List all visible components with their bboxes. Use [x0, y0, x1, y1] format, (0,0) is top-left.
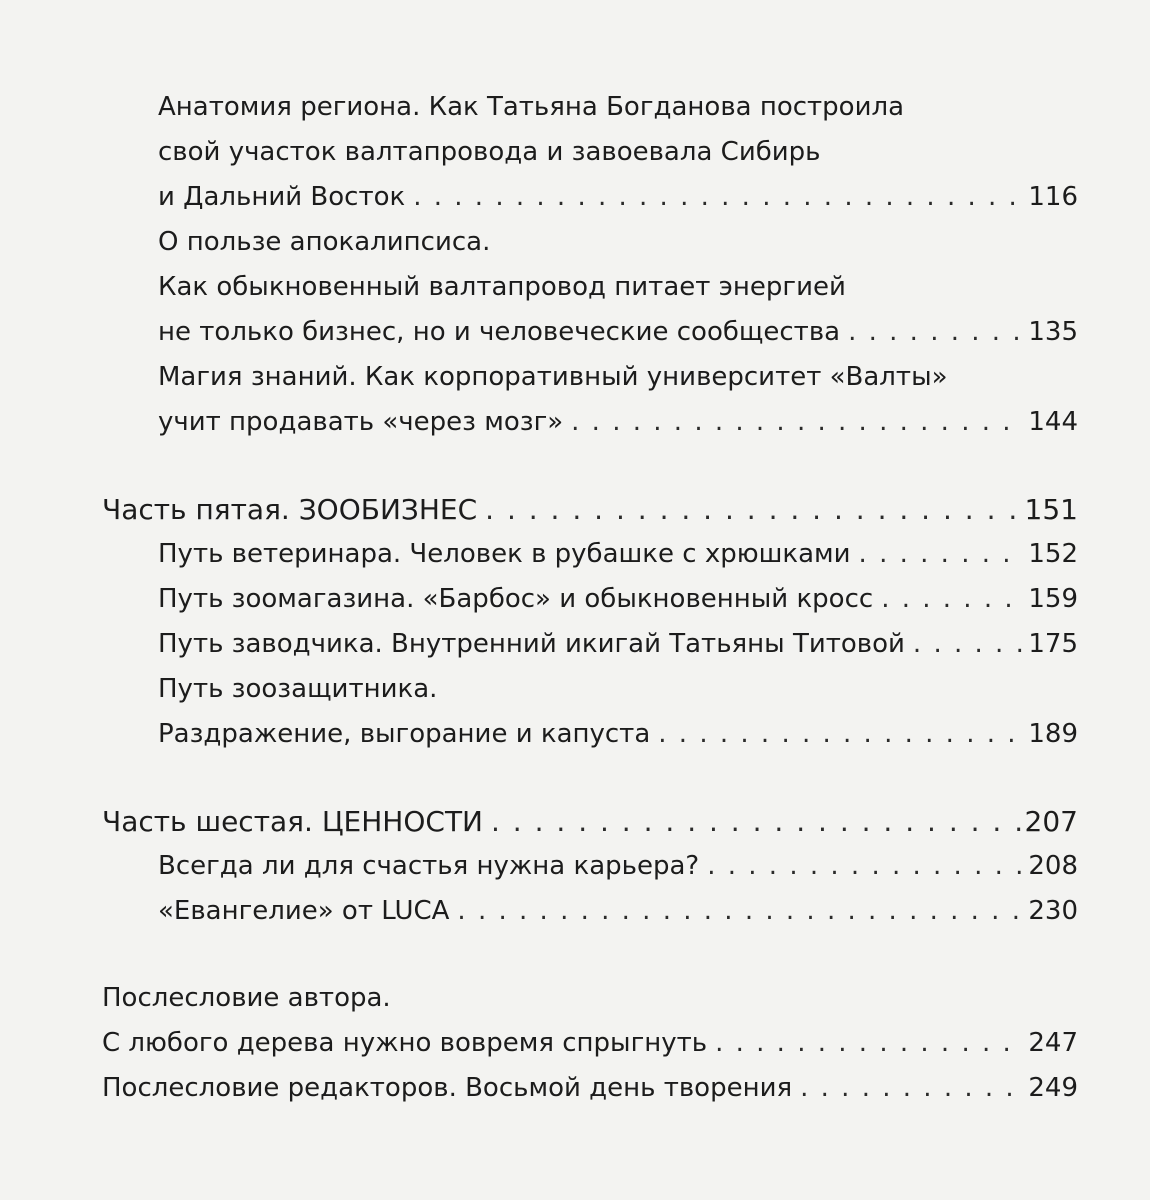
- toc-part-line: [102, 487, 1078, 532]
- toc-entry-afterword-author: [102, 976, 1078, 1066]
- toc-entry: [158, 532, 1078, 577]
- dot-leader: [658, 712, 1024, 757]
- toc-entry-line: [102, 976, 1078, 1021]
- dot-leader: [800, 1066, 1024, 1111]
- toc-entry-line: [158, 175, 1078, 220]
- toc-entry-text: Анатомия региона. Как Татьяна Богданова построила: [158, 92, 905, 122]
- toc-entry: [158, 667, 1078, 757]
- toc-entry: [158, 889, 1078, 934]
- dot-leader: [457, 889, 1024, 934]
- dot-leader: [707, 844, 1024, 889]
- dot-leader: [571, 400, 1024, 445]
- toc-entry-line: [158, 355, 1078, 400]
- toc-entry-text: Раздражение, выгорание и капуста: [158, 719, 651, 749]
- dot-leader: [485, 487, 1020, 532]
- toc-entry-text: Путь зоомагазина. «Барбос» и обыкновенный кросс: [158, 584, 874, 614]
- dot-leader: [715, 1021, 1024, 1066]
- dot-leader: [413, 175, 1024, 220]
- toc-entry-line: [158, 889, 1078, 934]
- toc-part-five: [102, 487, 1078, 532]
- toc-entry-text: Путь зоозащитника.: [158, 674, 438, 704]
- toc-entry-line: [158, 400, 1078, 445]
- toc-entry-line: [158, 712, 1078, 757]
- page-number: 152: [1028, 539, 1078, 569]
- toc-entry-text: учит продавать «через мозг»: [158, 407, 564, 437]
- page-number: 135: [1028, 317, 1078, 347]
- dot-leader: [913, 622, 1024, 667]
- toc-entry-text: Путь ветеринара. Человек в рубашке с хрюшками: [158, 539, 851, 569]
- page-number: 247: [1028, 1028, 1078, 1058]
- toc-entry-line: [158, 844, 1078, 889]
- page-number: 249: [1028, 1073, 1078, 1103]
- toc-entry: [158, 220, 1078, 355]
- section-gap: [102, 445, 1078, 487]
- toc-entry-line: [158, 310, 1078, 355]
- toc-entry-afterword-editors: [102, 1066, 1078, 1111]
- toc-part-line: [102, 799, 1078, 844]
- toc-entry-text: свой участок валтапровода и завоевала Сибирь: [158, 137, 821, 167]
- dot-leader: [881, 577, 1024, 622]
- toc-entry-text: Как обыкновенный валтапровод питает энергией: [158, 272, 846, 302]
- toc-entry-line: [158, 667, 1078, 712]
- page-number: 175: [1028, 629, 1078, 659]
- section-gap: [102, 757, 1078, 799]
- toc-entry-text: Путь заводчика. Внутренний икигай Татьяны Титовой: [158, 629, 905, 659]
- toc-entry-line: [158, 622, 1078, 667]
- dot-leader: [859, 532, 1025, 577]
- toc-entry-text: и Дальний Восток: [158, 182, 406, 212]
- toc-entry-line: [158, 577, 1078, 622]
- toc-entry-line: [158, 265, 1078, 310]
- toc-entry-text: Послесловие автора.: [102, 983, 391, 1013]
- toc-entry: [158, 577, 1078, 622]
- part-title: Часть шестая. ЦЕННОСТИ: [102, 805, 483, 838]
- toc-entry-line: [158, 85, 1078, 130]
- toc-entry: [158, 355, 1078, 445]
- toc-entry-line: [102, 1066, 1078, 1111]
- toc-entry: [158, 85, 1078, 220]
- toc-entry-text: Всегда ли для счастья нужна карьера?: [158, 851, 700, 881]
- toc-entry-text: О пользе апокалипсиса.: [158, 227, 491, 257]
- toc-entry-text: «Евангелие» от LUCA: [158, 896, 450, 926]
- page-number: 189: [1028, 719, 1078, 749]
- section-gap: [102, 934, 1078, 976]
- toc-entry-text: С любого дерева нужно вовремя спрыгнуть: [102, 1028, 708, 1058]
- page-number: 151: [1024, 493, 1078, 526]
- toc-entry: [158, 844, 1078, 889]
- dot-leader: [491, 799, 1021, 844]
- page-number: 208: [1028, 851, 1078, 881]
- toc-entry-line: [158, 220, 1078, 265]
- page-number: 230: [1028, 896, 1078, 926]
- dot-leader: [848, 310, 1024, 355]
- toc-entry-text: Магия знаний. Как корпоративный университет «Валты»: [158, 362, 948, 392]
- toc-part-six: [102, 799, 1078, 844]
- toc-entry-line: [158, 532, 1078, 577]
- page-number: 116: [1028, 182, 1078, 212]
- toc-entry: [158, 622, 1078, 667]
- toc-entry-line: [102, 1021, 1078, 1066]
- page-number: 207: [1024, 805, 1078, 838]
- toc-entry-text: Послесловие редакторов. Восьмой день творения: [102, 1073, 793, 1103]
- page-number: 144: [1028, 407, 1078, 437]
- part-title: Часть пятая. ЗООБИЗНЕС: [102, 493, 478, 526]
- toc-entry-line: [158, 130, 1078, 175]
- toc-entry-text: не только бизнес, но и человеческие сообщества: [158, 317, 841, 347]
- table-of-contents: [102, 85, 1078, 1111]
- page-number: 159: [1028, 584, 1078, 614]
